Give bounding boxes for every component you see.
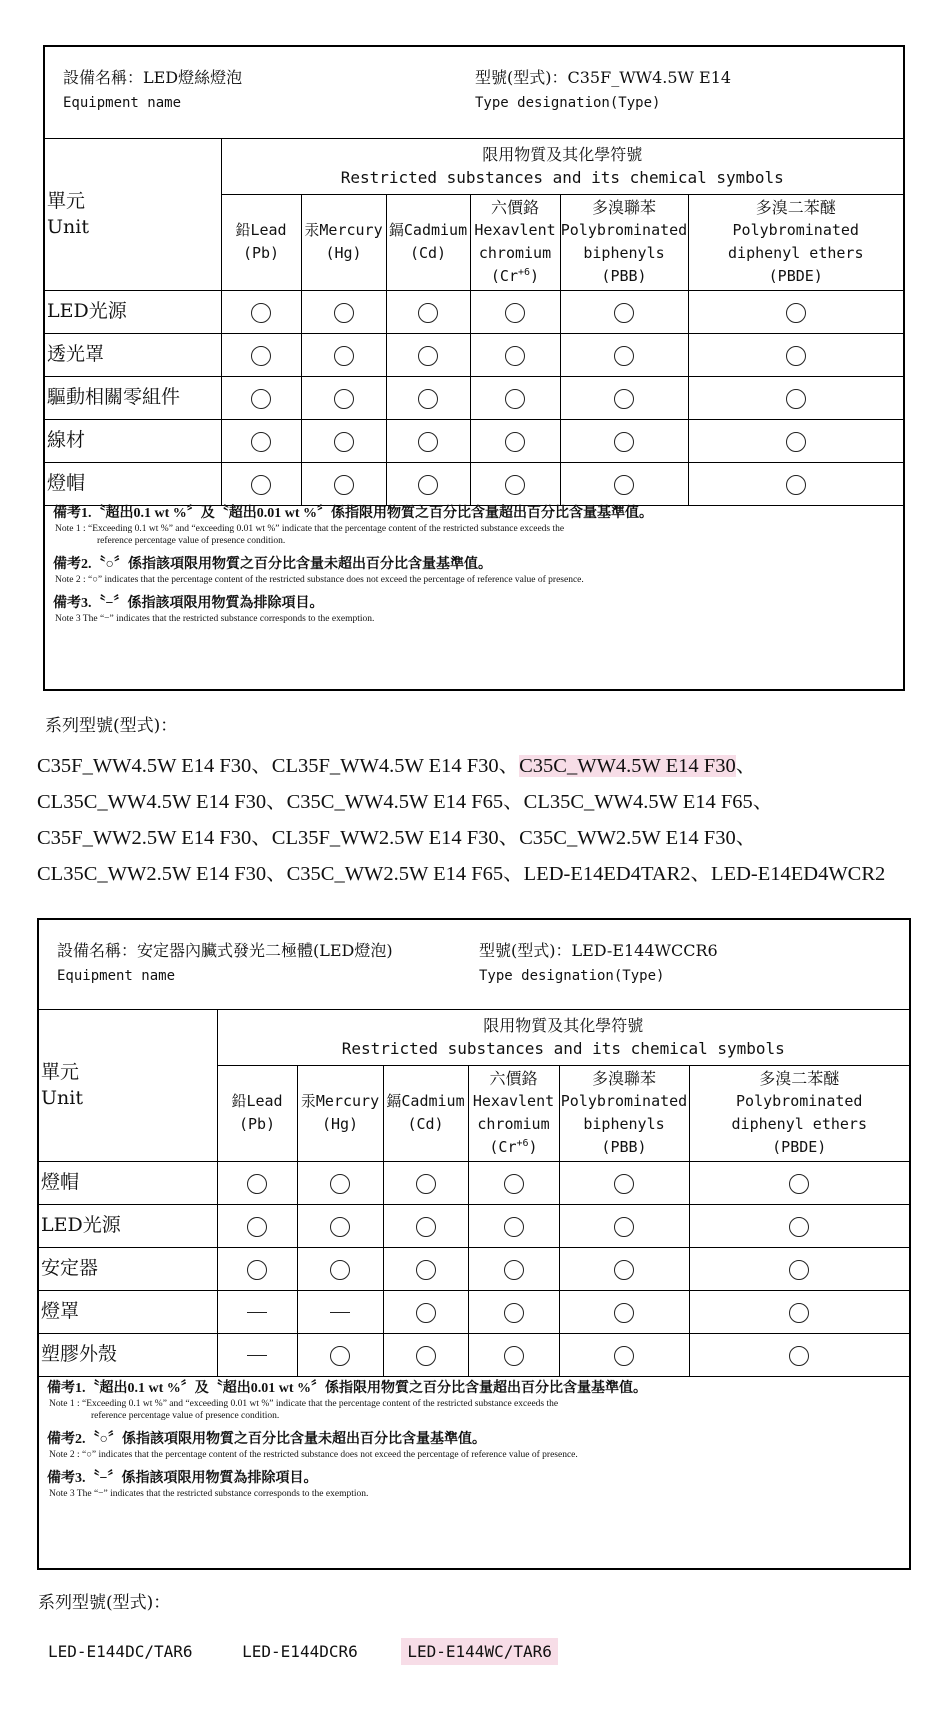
substance-cell: [560, 419, 688, 462]
substance-cell: [468, 1247, 559, 1290]
type-designation: 型號(型式)：C35F_WW4.5W E14: [475, 68, 732, 87]
substance-cell: [468, 1333, 559, 1376]
note-3-zh: 備考3.〝−〞係指該項限用物質為排除項目。: [47, 1471, 318, 1486]
series-model: LED-E144DC/TAR6: [48, 1642, 193, 1661]
not-exceed-circle-icon: [418, 303, 438, 323]
substance-cell: [221, 419, 301, 462]
type-designation-en: Type designation(Type): [479, 968, 665, 984]
not-exceed-circle-icon: [614, 1346, 634, 1366]
note-2-zh: 備考2.〝○〞係指該項限用物質之百分比含量未超出百分比含量基準值。: [53, 557, 492, 572]
restricted-header: 限用物質及其化學符號 Restricted substances and its chemical symbols: [221, 138, 903, 194]
not-exceed-circle-icon: [247, 1174, 267, 1194]
substance-cell: [221, 290, 301, 333]
not-exceed-circle-icon: [330, 1174, 350, 1194]
not-exceed-circle-icon: [334, 389, 354, 409]
not-exceed-circle-icon: [418, 389, 438, 409]
type-designation-en: Type designation(Type): [475, 95, 661, 111]
note-1-en: Note 1 : “Exceeding 0.1 wt %” and “exceeding 0.01 wt %” indicate that the percentage content of the restricted substance exceeds the: [55, 524, 565, 534]
not-exceed-circle-icon: [614, 1174, 634, 1194]
table-row: [45, 376, 903, 419]
not-exceed-circle-icon: [334, 346, 354, 366]
not-exceed-circle-icon: [786, 389, 806, 409]
substance-cell: [217, 1333, 297, 1376]
substance-cell: [386, 290, 470, 333]
not-exceed-circle-icon: [418, 432, 438, 452]
substance-cell: [688, 462, 903, 505]
series-label-2: 系列型號(型式)：: [38, 1593, 171, 1613]
not-exceed-circle-icon: [789, 1303, 809, 1323]
note-3-zh: 備考3.〝−〞係指該項限用物質為排除項目。: [53, 596, 324, 611]
part-name: 塑膠外殼: [39, 1333, 217, 1376]
substance-cell: [560, 333, 688, 376]
part-name: 燈帽: [39, 1161, 217, 1204]
col-pbde: 多溴二苯醚 Polybrominated diphenyl ethers (PBDE): [689, 1065, 909, 1161]
col-chromium: 六價鉻 Hexavlent chromium $(Cr^{+6})$: [468, 1065, 559, 1161]
substance-cell: [297, 1290, 383, 1333]
not-exceed-circle-icon: [614, 432, 634, 452]
substance-cell: [217, 1161, 297, 1204]
note-2-zh: 備考2.〝○〞係指該項限用物質之百分比含量未超出百分比含量基準值。: [47, 1432, 486, 1447]
not-exceed-circle-icon: [504, 1346, 524, 1366]
note-1-en-cont: reference percentage value of presence condition.: [97, 536, 286, 546]
not-exceed-circle-icon: [251, 389, 271, 409]
substance-cell: [386, 462, 470, 505]
not-exceed-circle-icon: [786, 346, 806, 366]
col-cadmium: 鎘Cadmium (Cd): [386, 194, 470, 290]
part-name: 燈帽: [45, 462, 221, 505]
col-pbde: 多溴二苯醚 Polybrominated diphenyl ethers (PBDE): [688, 194, 903, 290]
col-lead: 鉛Lead (Pb): [221, 194, 301, 290]
substance-cell: [688, 290, 903, 333]
substance-cell: [470, 462, 560, 505]
not-exceed-circle-icon: [789, 1217, 809, 1237]
unit-header: 單元 Unit: [39, 1009, 217, 1161]
substance-cell: [217, 1204, 297, 1247]
table-row: [39, 1333, 909, 1376]
substance-cell: [383, 1161, 468, 1204]
equipment-name: 設備名稱：LED燈絲燈泡: [63, 68, 243, 87]
rohs-table-1: [43, 45, 905, 691]
equipment-name-en: Equipment name: [57, 968, 176, 984]
substance-cell: [383, 1290, 468, 1333]
not-exceed-circle-icon: [504, 1260, 524, 1280]
substance-cell: [468, 1204, 559, 1247]
not-exceed-circle-icon: [789, 1346, 809, 1366]
not-exceed-circle-icon: [786, 475, 806, 495]
substance-cell: [559, 1333, 689, 1376]
not-exceed-circle-icon: [786, 432, 806, 452]
not-exceed-circle-icon: [505, 432, 525, 452]
equipment-header: [45, 47, 903, 139]
not-exceed-circle-icon: [330, 1217, 350, 1237]
substance-cell: [301, 290, 386, 333]
not-exceed-circle-icon: [416, 1174, 436, 1194]
table-row: [39, 1290, 909, 1333]
substance-cell: [221, 376, 301, 419]
substance-cell: [470, 376, 560, 419]
not-exceed-circle-icon: [247, 1260, 267, 1280]
not-exceed-circle-icon: [614, 1260, 634, 1280]
not-exceed-circle-icon: [504, 1217, 524, 1237]
not-exceed-circle-icon: [334, 432, 354, 452]
table-row: [39, 1247, 909, 1290]
substance-cell: [688, 419, 903, 462]
substance-cell: [689, 1290, 909, 1333]
exemption-dash-icon: [330, 1312, 350, 1313]
not-exceed-circle-icon: [416, 1217, 436, 1237]
restricted-header: 限用物質及其化學符號 Restricted substances and its chemical symbols: [217, 1009, 909, 1065]
not-exceed-circle-icon: [614, 389, 634, 409]
col-lead: 鉛Lead (Pb): [217, 1065, 297, 1161]
substance-cell: [689, 1333, 909, 1376]
substance-cell: [470, 333, 560, 376]
substance-cell: [689, 1204, 909, 1247]
substance-cell: [297, 1247, 383, 1290]
table-row: [45, 419, 903, 462]
not-exceed-circle-icon: [418, 346, 438, 366]
table-row: [39, 1204, 909, 1247]
col-pbb: 多溴聯苯 Polybrominated biphenyls (PBB): [559, 1065, 689, 1161]
table-row: [45, 290, 903, 333]
substance-cell: [559, 1161, 689, 1204]
not-exceed-circle-icon: [418, 475, 438, 495]
substance-cell: [560, 376, 688, 419]
not-exceed-circle-icon: [247, 1217, 267, 1237]
not-exceed-circle-icon: [504, 1174, 524, 1194]
not-exceed-circle-icon: [505, 475, 525, 495]
substance-cell: [221, 333, 301, 376]
note-3-en: Note 3 The “−” indicates that the restricted substance corresponds to the exemption.: [55, 614, 375, 624]
note-1-zh: 備考1.〝超出0.1 wt %〞及〝超出0.01 wt %〞係指限用物質之百分比含量超出百分比含量基準值。: [47, 1381, 648, 1396]
substance-cell: [559, 1247, 689, 1290]
not-exceed-circle-icon: [505, 389, 525, 409]
note-3-en: Note 3 The “−” indicates that the restricted substance corresponds to the exemption.: [49, 1489, 369, 1499]
substance-cell: [688, 376, 903, 419]
series-model: LED-E144DCR6: [242, 1642, 358, 1661]
note-2-en: Note 2 : “○” indicates that the percentage content of the restricted substance does not exceed the percentage of reference value of presence.: [55, 575, 584, 585]
substance-cell: [560, 462, 688, 505]
not-exceed-circle-icon: [330, 1260, 350, 1280]
substance-cell: [301, 376, 386, 419]
series-models-2: [42, 1638, 558, 1665]
type-designation: 型號(型式)：LED-E144WCCR6: [479, 941, 718, 960]
substance-cell: [386, 376, 470, 419]
col-pbb: 多溴聯苯 Polybrominated biphenyls (PBB): [560, 194, 688, 290]
part-name: 驅動相關零組件: [45, 376, 221, 419]
substance-cell: [468, 1161, 559, 1204]
substance-cell: [559, 1290, 689, 1333]
note-2-en: Note 2 : “○” indicates that the percentage content of the restricted substance does not exceed the percentage of reference value of presence.: [49, 1450, 578, 1460]
rohs-table-2: [37, 918, 911, 1570]
unit-header: 單元 Unit: [45, 138, 221, 290]
not-exceed-circle-icon: [789, 1174, 809, 1194]
not-exceed-circle-icon: [614, 475, 634, 495]
col-mercury: 汞Mercury (Hg): [301, 194, 386, 290]
table-row: [39, 1161, 909, 1204]
substance-cell: [383, 1204, 468, 1247]
substance-cell: [386, 333, 470, 376]
substance-cell: [560, 290, 688, 333]
not-exceed-circle-icon: [251, 432, 271, 452]
substance-cell: [301, 333, 386, 376]
substance-cell: [301, 419, 386, 462]
substance-cell: [559, 1204, 689, 1247]
substance-cell: [688, 333, 903, 376]
col-cadmium: 鎘Cadmium (Cd): [383, 1065, 468, 1161]
substance-cell: [689, 1161, 909, 1204]
substance-table: [39, 1009, 909, 1377]
substance-cell: [301, 462, 386, 505]
substance-cell: [470, 290, 560, 333]
not-exceed-circle-icon: [251, 475, 271, 495]
substance-cell: [468, 1290, 559, 1333]
not-exceed-circle-icon: [416, 1260, 436, 1280]
notes: [47, 1380, 901, 1500]
substance-cell: [297, 1204, 383, 1247]
substance-cell: [689, 1247, 909, 1290]
not-exceed-circle-icon: [504, 1303, 524, 1323]
note-1-en: Note 1 : “Exceeding 0.1 wt %” and “exceeding 0.01 wt %” indicate that the percentage content of the restricted substance exceeds the: [49, 1399, 559, 1409]
substance-cell: [221, 462, 301, 505]
not-exceed-circle-icon: [614, 303, 634, 323]
part-name: LED光源: [39, 1204, 217, 1247]
part-name: 線材: [45, 419, 221, 462]
substance-cell: [383, 1333, 468, 1376]
highlighted-model: LED-E144WC/TAR6: [401, 1638, 558, 1665]
not-exceed-circle-icon: [334, 475, 354, 495]
col-mercury: 汞Mercury (Hg): [297, 1065, 383, 1161]
notes: [53, 505, 895, 625]
substance-cell: [470, 419, 560, 462]
substance-table: [45, 138, 903, 506]
part-name: 安定器: [39, 1247, 217, 1290]
part-name: LED光源: [45, 290, 221, 333]
not-exceed-circle-icon: [614, 1217, 634, 1237]
equipment-header: [39, 920, 909, 1010]
not-exceed-circle-icon: [786, 303, 806, 323]
exemption-dash-icon: [247, 1312, 267, 1313]
part-name: 透光罩: [45, 333, 221, 376]
highlighted-model: C35C_WW4.5W E14 F30: [519, 755, 736, 777]
substance-cell: [217, 1247, 297, 1290]
not-exceed-circle-icon: [789, 1260, 809, 1280]
not-exceed-circle-icon: [505, 346, 525, 366]
substance-cell: [386, 419, 470, 462]
part-name: 燈罩: [39, 1290, 217, 1333]
not-exceed-circle-icon: [505, 303, 525, 323]
not-exceed-circle-icon: [614, 346, 634, 366]
col-chromium: 六價鉻 Hexavlent chromium $(Cr^{+6})$: [470, 194, 560, 290]
note-1-en-cont: reference percentage value of presence condition.: [91, 1411, 280, 1421]
series-label-1: 系列型號(型式)：: [45, 716, 178, 736]
not-exceed-circle-icon: [334, 303, 354, 323]
equipment-name-en: Equipment name: [63, 95, 182, 111]
substance-cell: [217, 1290, 297, 1333]
exemption-dash-icon: [247, 1355, 267, 1356]
not-exceed-circle-icon: [614, 1303, 634, 1323]
not-exceed-circle-icon: [330, 1346, 350, 1366]
equipment-name: 設備名稱：安定器內臟式發光二極體(LED燈泡): [57, 941, 393, 960]
substance-cell: [383, 1247, 468, 1290]
substance-cell: [297, 1161, 383, 1204]
not-exceed-circle-icon: [416, 1303, 436, 1323]
not-exceed-circle-icon: [251, 303, 271, 323]
not-exceed-circle-icon: [416, 1346, 436, 1366]
table-row: [45, 333, 903, 376]
note-1-zh: 備考1.〝超出0.1 wt %〞及〝超出0.01 wt %〞係指限用物質之百分比含量超出百分比含量基準值。: [53, 506, 654, 521]
not-exceed-circle-icon: [251, 346, 271, 366]
substance-cell: [297, 1333, 383, 1376]
table-row: [45, 462, 903, 505]
series-models-1: C35F_WW4.5W E14 F30、CL35F_WW4.5W E14 F30、C35C_WW4.5W E14 F30、 CL35C_WW4.5W E14 F30、C35C_WW4.5W E14 F65、CL35C_WW4.5W E14 F65、 C35F_WW2.5W E14 F30、CL35F_WW2.5W E14 F30、C35C_WW2.5W E14 F30、 CL35C_WW2.5W E14 F30、C35C_WW2.5W E14 F65、LED-E14ED4TAR2、LED-E14ED4WCR2: [37, 755, 886, 885]
